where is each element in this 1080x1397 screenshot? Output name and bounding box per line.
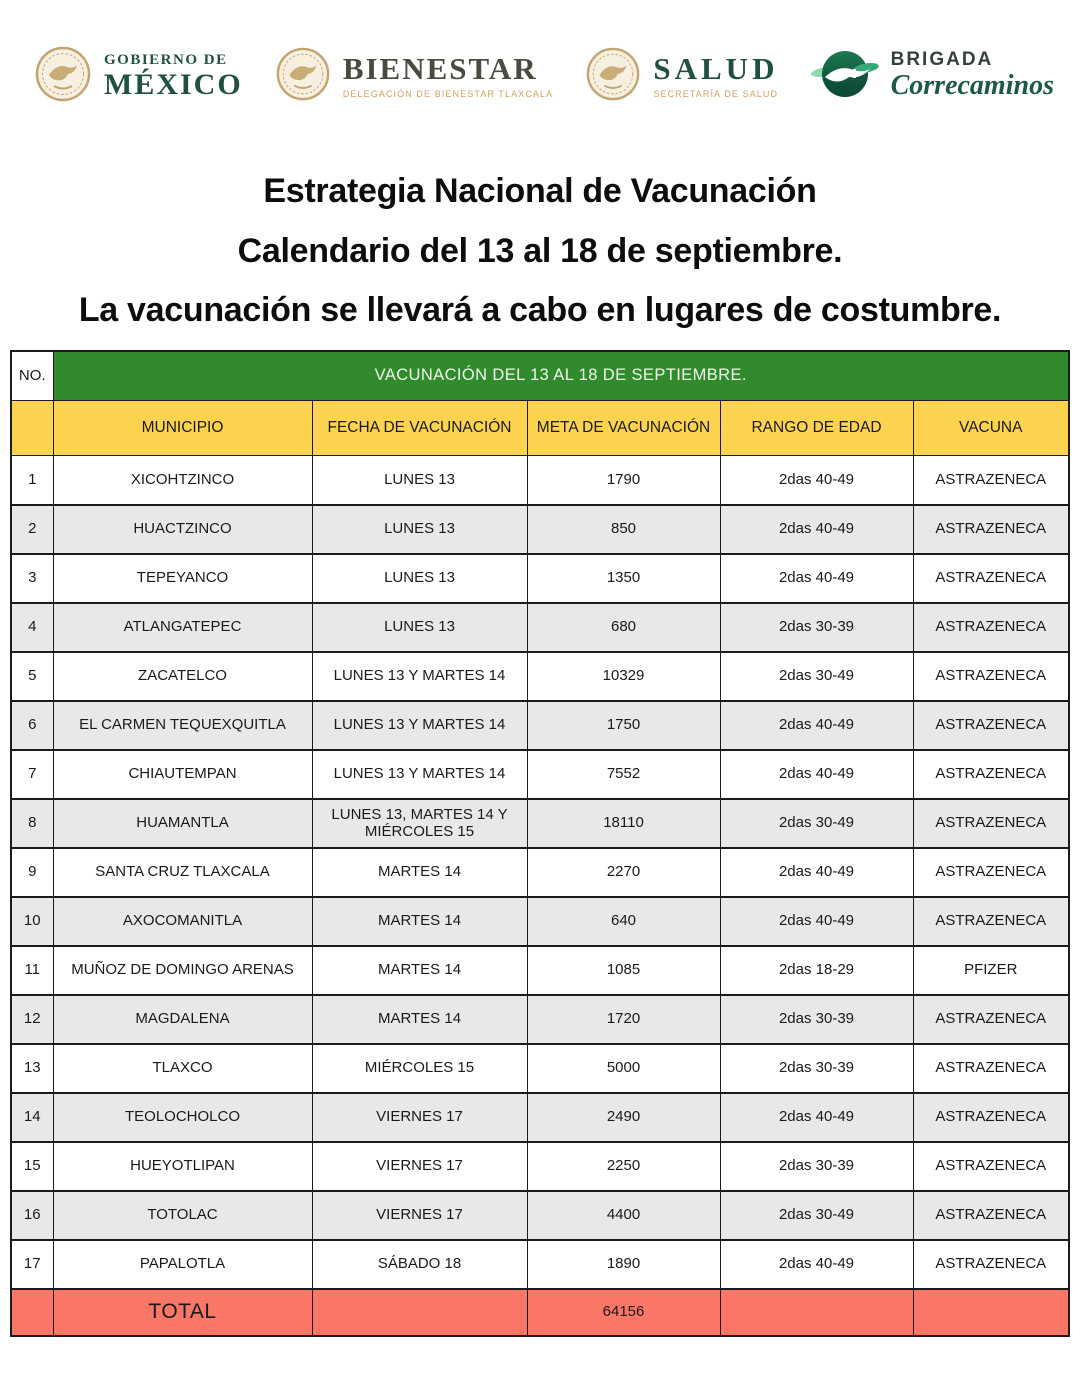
cell-no: 16 [11,1191,53,1240]
header-meta: META DE VACUNACIÓN [527,401,720,456]
cell-no: 1 [11,456,53,505]
logo-bienestar [275,46,553,107]
cell-rango: 2das 30-39 [720,995,913,1044]
cell-fecha: MARTES 14 [312,848,527,897]
total-label: TOTAL [53,1289,312,1336]
cell-rango: 2das 18-29 [720,946,913,995]
cell-fecha: VIERNES 17 [312,1142,527,1191]
cell-meta: 1790 [527,456,720,505]
cell-municipio: HUACTZINCO [53,505,312,554]
cell-fecha: LUNES 13 [312,456,527,505]
gobierno-seal-icon [34,45,92,108]
cell-meta: 1720 [527,995,720,1044]
brigada-globe-icon [811,45,879,108]
cell-no: 11 [11,946,53,995]
cell-municipio: HUEYOTLIPAN [53,1142,312,1191]
table-row [11,1044,1069,1093]
table-row [11,701,1069,750]
brigada-wordmark-line1: BRIGADA [890,49,994,71]
total-empty-fecha [312,1289,527,1336]
cell-rango: 2das 40-49 [720,1093,913,1142]
cell-no: 4 [11,603,53,652]
cell-vacuna: ASTRAZENECA [913,995,1069,1044]
cell-fecha: LUNES 13, MARTES 14 Y MIÉRCOLES 15 [312,799,527,848]
cell-rango: 2das 30-39 [720,1142,913,1191]
cell-fecha: LUNES 13 Y MARTES 14 [312,701,527,750]
cell-vacuna: ASTRAZENECA [913,750,1069,799]
cell-no: 13 [11,1044,53,1093]
table-row [11,799,1069,848]
cell-rango: 2das 30-49 [720,1191,913,1240]
cell-meta: 2250 [527,1142,720,1191]
cell-no: 5 [11,652,53,701]
cell-fecha: VIERNES 17 [312,1093,527,1142]
cell-fecha: MIÉRCOLES 15 [312,1044,527,1093]
table-row [11,652,1069,701]
cell-municipio: TEOLOCHOLCO [53,1093,312,1142]
cell-vacuna: ASTRAZENECA [913,1093,1069,1142]
cell-municipio: TLAXCO [53,1044,312,1093]
cell-vacuna: ASTRAZENECA [913,897,1069,946]
total-empty-rango [720,1289,913,1336]
bienestar-seal-icon [275,46,331,107]
cell-municipio: AXOCOMANITLA [53,897,312,946]
logo-salud [585,46,778,107]
cell-no: 9 [11,848,53,897]
cell-no: 2 [11,505,53,554]
total-empty-no [11,1289,53,1336]
cell-rango: 2das 40-49 [720,505,913,554]
empty-header-cell [11,401,53,456]
cell-municipio: TEPEYANCO [53,554,312,603]
table-row [11,1093,1069,1142]
table-row [11,505,1069,554]
cell-municipio: MUÑOZ DE DOMINGO ARENAS [53,946,312,995]
cell-no: 15 [11,1142,53,1191]
cell-municipio: SANTA CRUZ TLAXCALA [53,848,312,897]
cell-municipio: EL CARMEN TEQUEXQUITLA [53,701,312,750]
title-block [0,170,1080,332]
salud-subtitle: SECRETARÍA DE SALUD [653,88,779,99]
total-meta-value: 64156 [527,1289,720,1336]
cell-fecha: MARTES 14 [312,946,527,995]
cell-meta: 850 [527,505,720,554]
header-fecha: FECHA DE VACUNACIÓN [312,401,527,456]
table-row [11,1240,1069,1289]
cell-vacuna: ASTRAZENECA [913,1044,1069,1093]
cell-rango: 2das 40-49 [720,1240,913,1289]
cell-fecha: LUNES 13 [312,603,527,652]
vaccination-schedule-table [10,350,1070,1337]
header-rango: RANGO DE EDAD [720,401,913,456]
table-body [11,456,1069,1289]
cell-rango: 2das 30-49 [720,799,913,848]
no-column-header: NO. [11,351,53,401]
total-empty-vacuna [913,1289,1069,1336]
cell-no: 7 [11,750,53,799]
table-row [11,1191,1069,1240]
cell-fecha: LUNES 13 [312,554,527,603]
table-row [11,750,1069,799]
cell-meta: 1750 [527,701,720,750]
cell-meta: 10329 [527,652,720,701]
cell-rango: 2das 40-49 [720,456,913,505]
cell-vacuna: ASTRAZENECA [913,456,1069,505]
cell-vacuna: ASTRAZENECA [913,505,1069,554]
table-row [11,897,1069,946]
cell-municipio: PAPALOTLA [53,1240,312,1289]
cell-vacuna: ASTRAZENECA [913,554,1069,603]
logo-brigada-correcaminos [811,45,1054,108]
table-row [11,554,1069,603]
logo-gobierno-de-mexico [34,45,243,108]
cell-fecha: MARTES 14 [312,995,527,1044]
cell-vacuna: ASTRAZENECA [913,603,1069,652]
cell-fecha: LUNES 13 [312,505,527,554]
cell-meta: 2270 [527,848,720,897]
cell-meta: 640 [527,897,720,946]
table-row [11,456,1069,505]
logo-bar [0,0,1080,118]
table-row [11,848,1069,897]
cell-municipio: ATLANGATEPEC [53,603,312,652]
cell-fecha: VIERNES 17 [312,1191,527,1240]
cell-rango: 2das 30-39 [720,603,913,652]
cell-meta: 680 [527,603,720,652]
brigada-wordmark-line2: Correcaminos [890,70,1054,102]
table-banner: VACUNACIÓN DEL 13 AL 18 DE SEPTIEMBRE. [53,351,1069,401]
cell-fecha: MARTES 14 [312,897,527,946]
bienestar-subtitle: DELEGACIÓN DE BIENESTAR TLAXCALA [342,88,554,99]
cell-municipio: ZACATELCO [53,652,312,701]
cell-fecha: LUNES 13 Y MARTES 14 [312,750,527,799]
cell-meta: 5000 [527,1044,720,1093]
cell-no: 3 [11,554,53,603]
cell-rango: 2das 30-49 [720,652,913,701]
cell-vacuna: ASTRAZENECA [913,848,1069,897]
cell-fecha: LUNES 13 Y MARTES 14 [312,652,527,701]
gobierno-wordmark-line2: MÉXICO [104,67,243,101]
table-row [11,995,1069,1044]
cell-municipio: TOTOLAC [53,1191,312,1240]
cell-vacuna: PFIZER [913,946,1069,995]
cell-municipio: HUAMANTLA [53,799,312,848]
cell-fecha: SÁBADO 18 [312,1240,527,1289]
gobierno-wordmark-line1: GOBIERNO DE [104,51,228,68]
cell-rango: 2das 40-49 [720,701,913,750]
cell-municipio: XICOHTZINCO [53,456,312,505]
title-line-2: Calendario del 13 al 18 de septiembre. [237,231,843,270]
column-header-row [11,401,1069,456]
table-row [11,603,1069,652]
title-line-3: La vacunación se llevará a cabo en lugares de costumbre. [78,291,1002,329]
cell-meta: 7552 [527,750,720,799]
cell-rango: 2das 40-49 [720,554,913,603]
table-row [11,946,1069,995]
cell-vacuna: ASTRAZENECA [913,701,1069,750]
cell-rango: 2das 40-49 [720,848,913,897]
cell-no: 6 [11,701,53,750]
cell-vacuna: ASTRAZENECA [913,652,1069,701]
cell-rango: 2das 30-39 [720,1044,913,1093]
cell-vacuna: ASTRAZENECA [913,1191,1069,1240]
cell-no: 10 [11,897,53,946]
cell-municipio: CHIAUTEMPAN [53,750,312,799]
title-line-1: Estrategia Nacional de Vacunación [263,172,817,210]
cell-municipio: MAGDALENA [53,995,312,1044]
salud-seal-icon [585,46,641,107]
cell-meta: 1085 [527,946,720,995]
cell-meta: 4400 [527,1191,720,1240]
salud-wordmark: SALUD [653,51,779,87]
bienestar-wordmark: BIENESTAR [342,51,538,87]
cell-vacuna: ASTRAZENECA [913,799,1069,848]
banner-row [11,351,1069,401]
cell-no: 12 [11,995,53,1044]
cell-vacuna: ASTRAZENECA [913,1142,1069,1191]
header-municipio: MUNICIPIO [53,401,312,456]
total-row [11,1289,1069,1336]
cell-meta: 1890 [527,1240,720,1289]
cell-meta: 1350 [527,554,720,603]
cell-no: 8 [11,799,53,848]
header-vacuna: VACUNA [913,401,1069,456]
cell-no: 14 [11,1093,53,1142]
cell-vacuna: ASTRAZENECA [913,1240,1069,1289]
cell-rango: 2das 40-49 [720,750,913,799]
cell-no: 17 [11,1240,53,1289]
cell-meta: 18110 [527,799,720,848]
cell-rango: 2das 40-49 [720,897,913,946]
cell-meta: 2490 [527,1093,720,1142]
table-row [11,1142,1069,1191]
